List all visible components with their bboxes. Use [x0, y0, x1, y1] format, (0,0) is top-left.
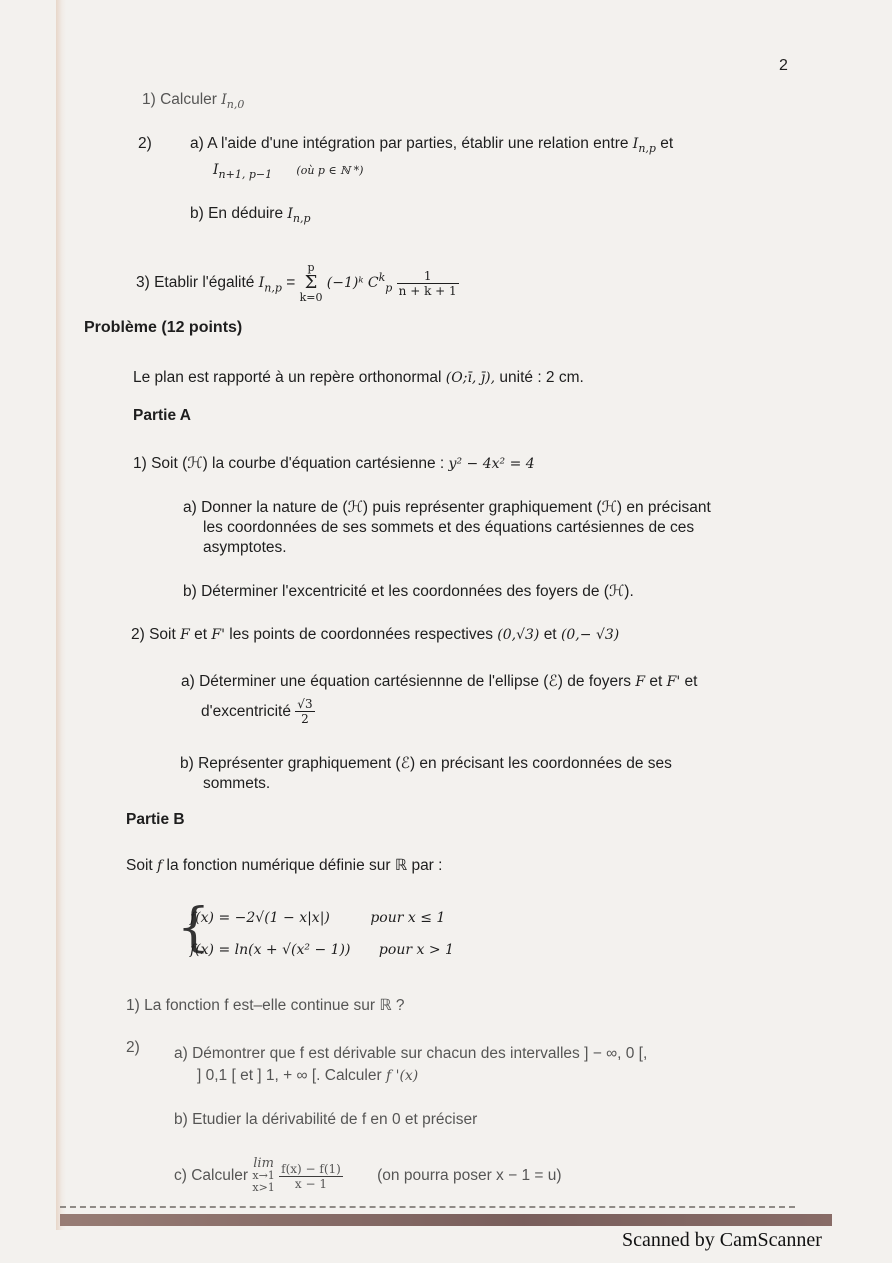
scan-bottom-edge: [60, 1214, 832, 1226]
probleme-intro: Le plan est rapporté à un repère orthonormal (O;ī, j̄), unité : 2 cm.: [133, 369, 584, 386]
partie-a-q2b-line1: b) Représenter graphiquement (ℰ) en précisant les coordonnées de ses: [180, 755, 672, 772]
exercise-q2a-cont: $I_{n+1, p-1}$ (où p ∈ ℕ *): [213, 162, 364, 182]
partie-a-q1a-line1: a) Donner la nature de (ℋ) puis représenter graphiquement (ℋ) en précisant: [183, 499, 711, 516]
partie-a-title: Partie A: [133, 407, 192, 424]
partie-b-q2-number: 2): [126, 1039, 140, 1056]
partie-b-intro: Soit f la fonction numérique définie sur ℝ par :: [126, 857, 443, 874]
partie-b-q2a-line2: ] 0,1 [ et ] 1, + ∞ [. Calculer f '(x): [197, 1067, 419, 1084]
partie-a-q2a-line1: a) Déterminer une équation cartésiennne de l'ellipse (ℰ) de foyers F et F' et: [181, 673, 698, 690]
partie-a-q2: 2) Soit F et F' les points de coordonnées respectives (0,√3) et (0,− √3): [131, 626, 620, 643]
partie-a-q1a-line2: les coordonnées de ses sommets et des équations cartésiennes de ces: [203, 519, 695, 536]
partie-b-q2c: c) Calculer lim x→1 x>1 $\frac{f(x) - f(1)}{x - 1}$ (on pourra poser x − 1 = u): [174, 1156, 562, 1194]
sum-symbol: p Σ k=0: [299, 261, 323, 305]
partie-a-q2b-line2: sommets.: [203, 775, 271, 792]
limit-fraction: $\frac{f(x) - f(1)}{x - 1}$: [281, 1161, 341, 1191]
exercise-q2a: a) A l'aide d'une intégration par parties, établir une relation entre $I_{n,p}$ et: [190, 135, 674, 156]
q3-fraction: $\frac{1}{n + k + 1}$: [398, 268, 457, 298]
probleme-title: Problème (12 points): [84, 319, 243, 336]
scan-edge-shadow: [56, 0, 66, 1230]
partie-a-q1b: b) Déterminer l'excentricité et les coordonnées des foyers de (ℋ).: [183, 583, 634, 600]
exercise-q1: 1) Calculer $I_{n,0}$: [142, 91, 245, 112]
partie-b-title: Partie B: [126, 811, 185, 828]
exercise-q2-number: 2): [138, 135, 152, 152]
exercise-q2b: b) En déduire $I_{n,p}$: [190, 205, 311, 226]
partie-a-q1a-line3: asymptotes.: [203, 539, 287, 556]
function-definition-2: f(x) = ln(x + √(x² − 1)) pour x > 1: [190, 942, 454, 958]
partie-b-q1: 1) La fonction f est–elle continue sur ℝ ?: [126, 997, 405, 1014]
partie-b-q2b: b) Etudier la dérivabilité de f en 0 et préciser: [174, 1111, 478, 1128]
scan-bottom-line: [60, 1206, 795, 1210]
system-brace: {: [177, 898, 211, 958]
function-definition-1: f(x) = −2√(1 − x|x|) pour x ≤ 1: [190, 910, 446, 926]
partie-a-q1: 1) Soit (ℋ) la courbe d'équation cartésienne : y² − 4x² = 4: [133, 455, 535, 472]
limit-symbol: lim x→1 x>1: [252, 1156, 275, 1194]
exercise-q3: 3) Etablir l'égalité $I_{n,p}$ = p Σ k=0 (−1)ᵏ $C^k_p$ $\frac{1}{n + k + 1}$: [136, 261, 457, 305]
camscanner-watermark: Scanned by CamScanner: [622, 1229, 822, 1251]
page-number: 2: [779, 57, 788, 74]
partie-a-q2a-line2: d'excentricité $\frac{√3}{2}$: [201, 697, 313, 727]
eccentricity-fraction: $\frac{√3}{2}$: [297, 697, 313, 727]
partie-b-q2a-line1: a) Démontrer que f est dérivable sur chacun des intervalles ] − ∞, 0 [,: [174, 1045, 648, 1062]
